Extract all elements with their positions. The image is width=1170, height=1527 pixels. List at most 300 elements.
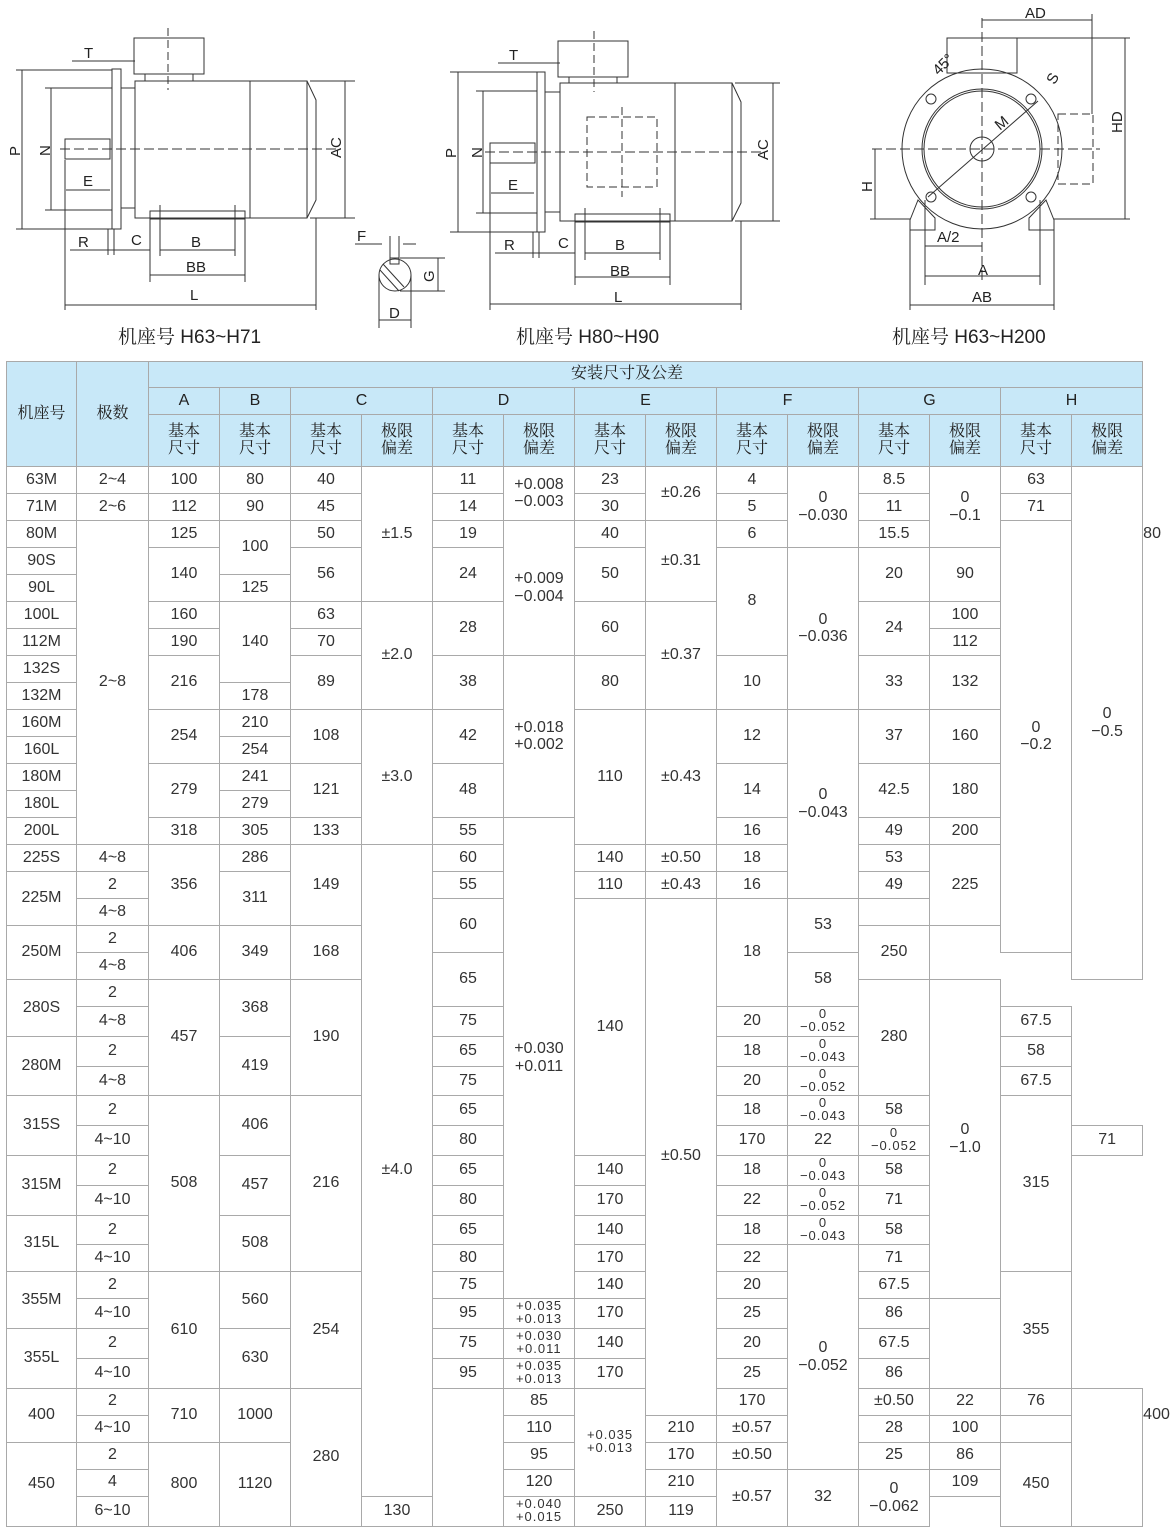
- table-cell: 2: [77, 1096, 149, 1126]
- table-cell: 610: [149, 1272, 220, 1388]
- table-cell: 53: [788, 899, 859, 953]
- header-basic-size: [220, 415, 291, 467]
- header-dim-c: C: [291, 388, 433, 415]
- table-cell: 12: [717, 710, 788, 764]
- table-cell: 23: [575, 467, 646, 494]
- cell-text: 基本: [877, 422, 910, 440]
- svg-text:P: P: [7, 145, 24, 156]
- table-cell: 170: [717, 1126, 788, 1156]
- table-cell: 710: [149, 1388, 220, 1442]
- table-cell: 315: [1001, 1096, 1072, 1272]
- table-cell: [788, 1066, 859, 1096]
- table-cell: 349: [220, 926, 291, 980]
- table-cell: [788, 1036, 859, 1066]
- svg-text:M: M: [991, 112, 1013, 134]
- cell-text: [514, 719, 563, 754]
- cell-text: 基本: [1019, 422, 1052, 440]
- cell-text: 0: [818, 1214, 828, 1230]
- table-cell: [788, 1155, 859, 1185]
- table-cell: 450: [1001, 1442, 1072, 1526]
- header-dim-d: D: [433, 388, 575, 415]
- table-cell: 450: [7, 1442, 77, 1526]
- svg-text:C: C: [558, 235, 569, 252]
- table-cell: [1072, 1388, 1143, 1526]
- cell-text: 安装尺寸及公差: [571, 365, 684, 383]
- table-cell: ±0.57: [717, 1415, 788, 1442]
- cell-text: [949, 423, 981, 458]
- table-cell: 4~8: [77, 899, 149, 926]
- cell-text: +0.013: [586, 1439, 634, 1455]
- table-cell: 11: [433, 467, 504, 494]
- table-cell: 67.5: [1001, 1066, 1072, 1096]
- table-cell: 170: [575, 1245, 646, 1272]
- table-cell: 800: [149, 1442, 220, 1526]
- drawing-side-view-h63-h71: [7, 28, 355, 310]
- table-cell: 2: [77, 1388, 149, 1415]
- table-cell: 170: [575, 1185, 646, 1215]
- table-cell: 2~8: [77, 521, 149, 845]
- table-cell: 80: [220, 467, 291, 494]
- cell-text: 偏差: [1091, 440, 1124, 458]
- table-cell: [1072, 467, 1143, 980]
- cell-text: 尺寸: [238, 440, 271, 458]
- table-cell: 22: [930, 1388, 1001, 1415]
- cell-text: [800, 1067, 846, 1093]
- table-cell: [575, 1388, 646, 1496]
- table-cell: 85: [504, 1388, 575, 1415]
- table-row: 400 2 710 1000 280 85 +0.035 +0.013 170 ±0.50 22 76 400: [7, 1388, 1143, 1415]
- table-cell: [788, 710, 859, 899]
- svg-text:A/2: A/2: [937, 229, 960, 246]
- table-cell: ±1.5: [362, 467, 433, 602]
- cell-text: 偏差: [664, 440, 697, 458]
- table-cell: 108: [291, 710, 362, 764]
- cell-text: 尺寸: [167, 440, 200, 458]
- svg-text:T: T: [509, 47, 519, 64]
- cell-text: [800, 1186, 846, 1212]
- table-cell: 305: [220, 818, 291, 845]
- table-cell: 24: [433, 548, 504, 602]
- svg-text:45°: 45°: [929, 50, 958, 79]
- cell-text: [239, 423, 271, 458]
- table-cell: 80: [433, 1245, 504, 1272]
- cell-text: −0.5: [1091, 722, 1123, 740]
- table-cell: 90L: [7, 575, 77, 602]
- table-cell: 4~10: [77, 1358, 149, 1388]
- header-basic-size: [717, 415, 788, 467]
- table-cell: 140: [220, 602, 291, 683]
- table-cell: 311: [220, 872, 291, 926]
- cell-text: [594, 423, 626, 458]
- cell-text: 尺寸: [877, 440, 910, 458]
- header-basic-size: [1001, 415, 1072, 467]
- table-row: [7, 845, 1143, 872]
- table-cell: 200L: [7, 818, 77, 845]
- cell-text: 极限: [806, 422, 839, 440]
- table-cell: 630: [220, 1329, 291, 1389]
- table-cell: [1001, 521, 1072, 953]
- table-cell: 2~6: [77, 494, 149, 521]
- table-cell: 50: [575, 548, 646, 602]
- table-cell: [788, 1007, 859, 1037]
- cell-text: [523, 423, 555, 458]
- table-cell: 280: [291, 1388, 362, 1526]
- table-cell: 15.5: [859, 521, 930, 548]
- table-cell: 71M: [7, 494, 77, 521]
- table-cell: 133: [291, 818, 362, 845]
- table-cell: 63: [291, 602, 362, 629]
- table-cell: ±3.0: [362, 710, 433, 845]
- cell-text: [514, 476, 563, 511]
- table-row: [7, 467, 1143, 494]
- table-cell: 95: [504, 1442, 575, 1469]
- table-cell: 22: [717, 1245, 788, 1272]
- table-cell: 40: [291, 467, 362, 494]
- table-cell: 250: [859, 926, 930, 980]
- table-cell: 71: [1072, 1126, 1143, 1156]
- cell-text: 0: [818, 1339, 828, 1357]
- table-cell: [788, 548, 859, 710]
- cell-text: 尺寸: [309, 440, 342, 458]
- table-cell: 25: [717, 1358, 788, 1388]
- table-cell: 190: [149, 629, 220, 656]
- table-cell: 132S: [7, 656, 77, 683]
- table-cell: 132: [930, 656, 1001, 710]
- header-dim-f: F: [717, 388, 859, 415]
- cell-text: 偏差: [380, 440, 413, 458]
- table-cell: 30: [575, 494, 646, 521]
- table-cell: 280S: [7, 980, 77, 1037]
- svg-text:AC: AC: [755, 139, 772, 160]
- table-cell: 216: [149, 656, 220, 710]
- table-cell: [788, 467, 859, 548]
- cell-text: −0.043: [799, 1048, 847, 1064]
- table-cell: ±0.57: [717, 1469, 788, 1526]
- table-cell: 20: [717, 1272, 788, 1299]
- table-cell: 2: [77, 1329, 149, 1359]
- cell-text: 尺寸: [1019, 440, 1052, 458]
- table-cell: 210: [220, 710, 291, 737]
- table-cell: 80M: [7, 521, 77, 548]
- table-cell: 90: [930, 548, 1001, 602]
- cell-text: [168, 423, 200, 458]
- table-cell: 210: [646, 1415, 717, 1442]
- table-cell: 53: [859, 845, 930, 872]
- table-cell: ±0.50: [646, 899, 717, 1416]
- cell-text: [514, 570, 563, 605]
- table-cell: 110: [575, 872, 646, 899]
- cell-text: [587, 1428, 633, 1454]
- cell-text: [798, 786, 847, 821]
- table-cell: 2: [77, 1215, 149, 1245]
- table-cell: 71: [1001, 494, 1072, 521]
- cell-text: −0.052: [798, 1356, 848, 1374]
- table-cell: 32: [788, 1469, 859, 1526]
- table-cell: [859, 1126, 930, 1156]
- table-cell: 76: [1001, 1388, 1072, 1415]
- table-cell: 508: [220, 1215, 291, 1272]
- table-cell: 45: [291, 494, 362, 521]
- table-cell: 508: [149, 1096, 220, 1272]
- table-cell: 42.5: [859, 764, 930, 818]
- table-cell: 560: [220, 1272, 291, 1329]
- table-cell: ±0.50: [717, 1442, 788, 1469]
- table-cell: 65: [433, 1155, 504, 1185]
- table-cell: 25: [859, 1442, 930, 1469]
- cell-text: [800, 1216, 846, 1242]
- table-cell: [930, 467, 1001, 548]
- svg-text:AB: AB: [972, 289, 993, 306]
- caption-h63-h200: 机座号 H63~H200: [892, 327, 1046, 348]
- cell-text: 基本: [167, 422, 200, 440]
- header-dim-h: H: [1001, 388, 1143, 415]
- table-cell: 75: [433, 1066, 504, 1096]
- cell-text: 偏差: [948, 440, 981, 458]
- header-tolerance: [1072, 415, 1143, 467]
- cell-text: 0: [818, 489, 828, 507]
- table-cell: 60: [433, 899, 504, 953]
- table-cell: [504, 1299, 575, 1329]
- table-cell: 119: [646, 1496, 717, 1526]
- table-cell: 6~10: [77, 1496, 149, 1526]
- table-cell: 86: [930, 1442, 1001, 1469]
- table-cell: 125: [220, 575, 291, 602]
- table-cell: 315S: [7, 1096, 77, 1156]
- cell-text: 0: [1102, 705, 1112, 723]
- table-cell: 33: [859, 656, 930, 710]
- cell-text: [871, 1126, 917, 1152]
- svg-text:N: N: [469, 147, 486, 158]
- cell-text: 基本: [735, 422, 768, 440]
- cell-text: [1091, 705, 1123, 740]
- cell-text: −0.052: [799, 1019, 847, 1034]
- table-cell: 14: [717, 764, 788, 818]
- cell-text: +0.013: [515, 1311, 563, 1327]
- table-cell: 80: [575, 656, 646, 710]
- header-group-title: [149, 362, 1143, 388]
- table-cell: 80: [433, 1185, 504, 1215]
- table-row: [7, 710, 1143, 737]
- table-cell: 4: [717, 467, 788, 494]
- cell-text: [665, 423, 697, 458]
- cell-text: −1.0: [949, 1139, 981, 1157]
- table-cell: 40: [575, 521, 646, 548]
- table-cell: 279: [149, 764, 220, 818]
- table-cell: 4~10: [77, 1126, 149, 1156]
- table-cell: 406: [220, 1096, 291, 1156]
- table-cell: 210: [646, 1469, 717, 1496]
- svg-text:BB: BB: [610, 263, 631, 280]
- table-cell: 49: [859, 872, 930, 899]
- header-dim-g: G: [859, 388, 1001, 415]
- table-cell: 170: [575, 1299, 646, 1329]
- table-cell: 55: [433, 872, 504, 899]
- cell-text: +0.018: [514, 718, 564, 736]
- cell-text: +0.030: [514, 1040, 564, 1058]
- header-dim-e: E: [575, 388, 717, 415]
- table-cell: 55: [433, 818, 504, 845]
- table-cell: [504, 467, 575, 521]
- svg-text:H: H: [859, 181, 876, 192]
- cell-text: 偏差: [806, 440, 839, 458]
- table-cell: 160: [930, 710, 1001, 764]
- table-cell: 109: [930, 1469, 1001, 1496]
- table-cell: 14: [433, 494, 504, 521]
- cell-text: +0.035: [515, 1357, 563, 1373]
- cell-text: [878, 423, 910, 458]
- drawing-front-view-h63-h200: [859, 5, 1130, 310]
- table-cell: 110: [504, 1415, 575, 1442]
- drawing-shaft-section: [355, 228, 445, 328]
- header-basic-size: [433, 415, 504, 467]
- table-cell: 65: [433, 1215, 504, 1245]
- table-cell: 65: [433, 1036, 504, 1066]
- table-header: [7, 362, 1143, 467]
- cell-text: 0: [889, 1479, 899, 1497]
- cell-text: 0: [818, 610, 828, 628]
- cell-text: +0.035: [586, 1426, 634, 1442]
- table-cell: 140: [575, 1329, 646, 1359]
- table-cell: [788, 1185, 859, 1215]
- table-cell: 356: [149, 845, 220, 926]
- table-cell: 2: [77, 980, 149, 1007]
- table-cell: [788, 1215, 859, 1245]
- table-cell: 140: [575, 845, 646, 872]
- table-cell: 254: [220, 737, 291, 764]
- header-frame-no: 机座号: [7, 362, 77, 467]
- table-cell: 254: [149, 710, 220, 764]
- cell-text: +0.008: [514, 475, 564, 493]
- table-cell: 20: [717, 1329, 788, 1359]
- table-cell: 132M: [7, 683, 77, 710]
- cell-text: [514, 1040, 563, 1075]
- table-cell: 355: [1001, 1272, 1072, 1388]
- table-cell: 190: [291, 980, 362, 1096]
- cell-text: 尺寸: [451, 440, 484, 458]
- drawing-side-view-h80-h90: [443, 31, 780, 310]
- table-cell: 250: [575, 1496, 646, 1526]
- table-cell: 48: [433, 764, 504, 818]
- table-cell: ±0.50: [859, 1388, 930, 1415]
- cell-text: [800, 1007, 846, 1033]
- table-cell: [504, 1496, 575, 1526]
- table-cell: 75: [433, 1272, 504, 1299]
- cell-text: −0.052: [870, 1138, 918, 1154]
- table-row: [7, 602, 1143, 629]
- table-row: [7, 656, 1143, 683]
- table-cell: 28: [433, 602, 504, 656]
- table-cell: 110: [575, 710, 646, 845]
- table-cell: 11: [859, 494, 930, 521]
- table-cell: 241: [220, 764, 291, 791]
- table-cell: 178: [220, 683, 291, 710]
- table-cell: 315M: [7, 1155, 77, 1215]
- table-cell: 67.5: [859, 1272, 930, 1299]
- table-cell: 2: [77, 872, 149, 899]
- table-cell: 170: [717, 1388, 788, 1415]
- table-cell: ±4.0: [362, 845, 433, 1497]
- table-cell: 140: [575, 1215, 646, 1245]
- cell-text: +0.011: [516, 1341, 562, 1357]
- cell-text: −0.043: [799, 1227, 847, 1243]
- table-cell: 355L: [7, 1329, 77, 1389]
- table-cell: 18: [717, 845, 788, 872]
- cell-text: −0.003: [514, 493, 564, 511]
- cell-text: [310, 423, 342, 458]
- table-cell: [504, 1358, 575, 1388]
- cell-text: −0.062: [869, 1497, 919, 1515]
- svg-text:AD: AD: [1025, 5, 1046, 22]
- table-cell: 112M: [7, 629, 77, 656]
- cell-text: 极限: [664, 422, 697, 440]
- cell-text: 0: [1031, 718, 1041, 736]
- table-cell: 50: [291, 521, 362, 548]
- table-cell: 160: [149, 602, 220, 629]
- motor-outline-drawings: [0, 0, 1144, 355]
- table-cell: 2: [77, 1155, 149, 1185]
- table-cell: 200: [930, 818, 1001, 845]
- cell-text: 0: [818, 1065, 828, 1081]
- table-cell: 315L: [7, 1215, 77, 1272]
- table-cell: 4~8: [77, 845, 149, 872]
- table-cell: [504, 521, 575, 656]
- svg-text:R: R: [504, 237, 515, 254]
- table-cell: 71: [859, 1245, 930, 1272]
- cell-text: [381, 423, 413, 458]
- table-cell: 112: [149, 494, 220, 521]
- table-cell: 18: [717, 899, 788, 1007]
- table-cell: 67.5: [859, 1329, 930, 1359]
- cell-text: [798, 489, 847, 524]
- table-cell: 2: [77, 1036, 149, 1066]
- table-cell: 216: [291, 1096, 362, 1272]
- table-cell: 16: [717, 872, 788, 899]
- cell-text: [516, 1329, 562, 1355]
- table-cell: 49: [859, 818, 930, 845]
- cell-text: −0.1: [949, 506, 981, 524]
- table-cell: 38: [433, 656, 504, 710]
- cell-text: 极限: [522, 422, 555, 440]
- table-cell: ±0.31: [646, 521, 717, 602]
- svg-text:AC: AC: [328, 137, 345, 158]
- table-cell: 406: [149, 926, 220, 980]
- table-cell: 140: [575, 1155, 646, 1185]
- table-cell: 130: [362, 1496, 433, 1526]
- table-cell: 4: [77, 1469, 149, 1496]
- table-cell: 121: [291, 764, 362, 818]
- table-cell: 225: [930, 845, 1001, 926]
- header-tolerance: [504, 415, 575, 467]
- cell-text: 0: [960, 489, 970, 507]
- cell-text: +0.009: [514, 570, 564, 588]
- table-cell: [504, 1329, 575, 1359]
- header-basic-size: [859, 415, 930, 467]
- header-tolerance: [930, 415, 1001, 467]
- cell-text: 基本: [593, 422, 626, 440]
- table-cell: 86: [859, 1358, 930, 1388]
- cell-text: +0.030: [515, 1328, 563, 1344]
- installation-dimension-table: [6, 361, 1170, 1527]
- table-cell: 100L: [7, 602, 77, 629]
- svg-text:B: B: [615, 237, 626, 254]
- table-cell: [504, 656, 575, 818]
- table-cell: 170: [575, 1358, 646, 1388]
- cell-text: 极限: [380, 422, 413, 440]
- table-cell: [859, 1469, 930, 1526]
- table-cell: 60: [575, 602, 646, 656]
- table-cell: [788, 1096, 859, 1126]
- cell-text: 0: [889, 1125, 899, 1141]
